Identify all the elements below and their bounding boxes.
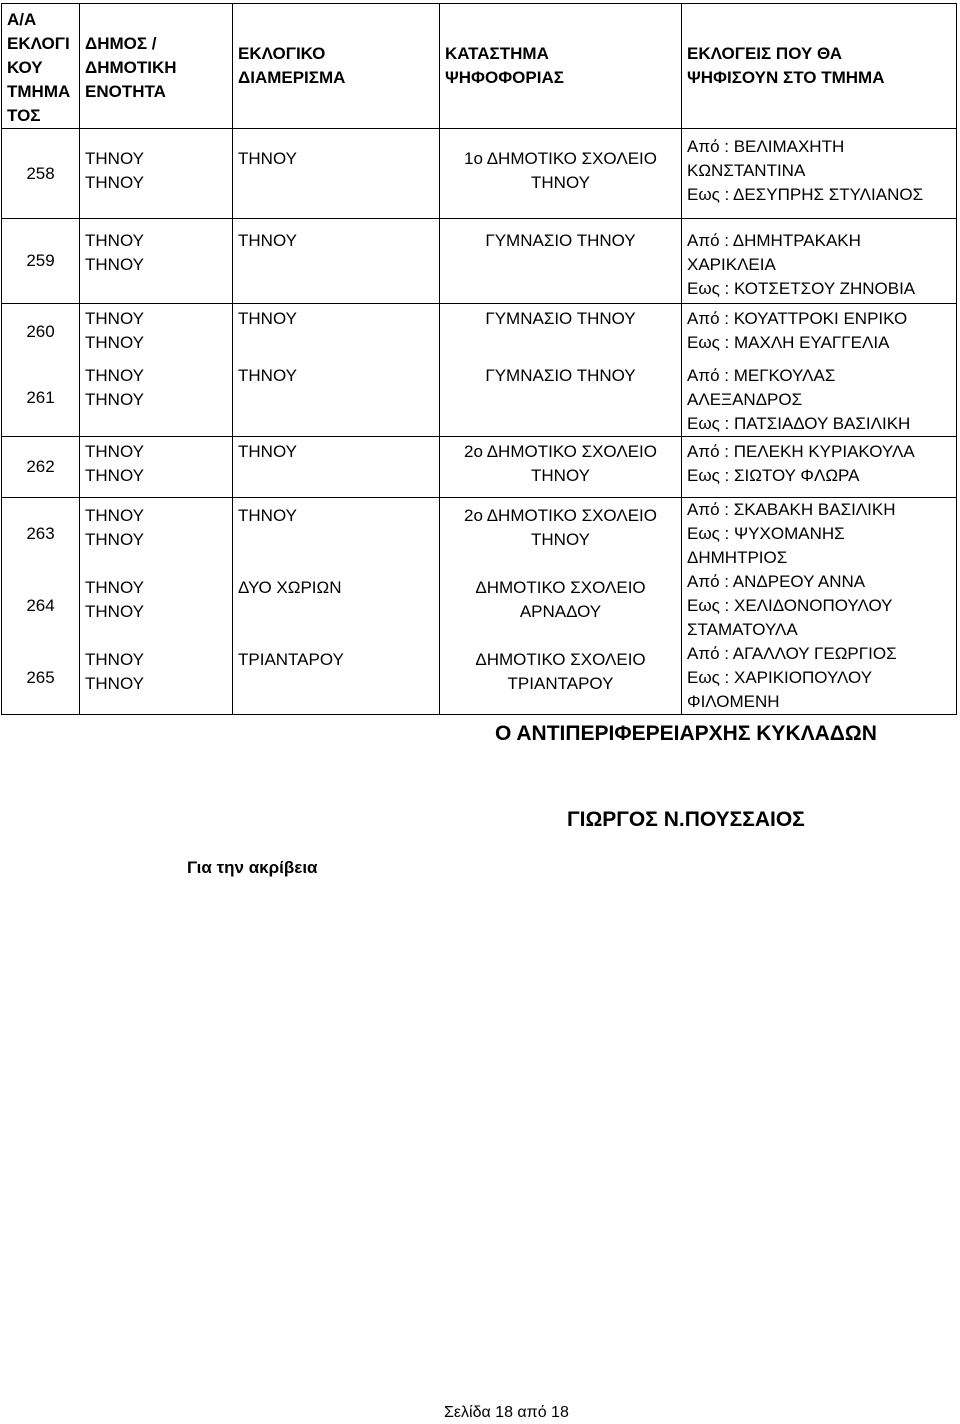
voters-line: ΔΗΜΗΤΡΙΟΣ (687, 547, 788, 567)
dimos-line: ΤΗΝΟΥ (85, 149, 144, 168)
table-row (2, 497, 957, 570)
katastima-line: ΤΗΝΟΥ (531, 529, 590, 549)
voters-cell (682, 304, 957, 361)
voters-line: Εως : ΨΥΧΟΜΑΝΗΣ (687, 523, 845, 543)
voters-line: Από : ΒΕΛΙΜΑΧΗΤΗ (687, 137, 845, 156)
header-voters (682, 4, 957, 129)
katastima-line: ΔΗΜΟΤΙΚΟ ΣΧΟΛΕΙΟ (475, 649, 646, 669)
signature-name: ΓΙΩΡΓΟΣ Ν.ΠΟΥΣΣΑΙΟΣ (567, 808, 805, 831)
table-row (2, 219, 957, 304)
header-katastima-line: ΚΑΤΑΣΤΗΜΑ (445, 44, 549, 63)
voters-line: Από : ΠΕΛΕΚΗ ΚΥΡΙΑΚΟΥΛΑ (687, 441, 915, 461)
voters-cell (682, 129, 957, 219)
voters-line: ΦΙΛΟΜΕΝΗ (687, 691, 780, 711)
dimos-line: ΤΗΝΟΥ (85, 529, 144, 549)
header-diamerisma (233, 4, 440, 129)
header-voters-line: ΕΚΛΟΓΕΙΣ ΠΟΥ ΘΑ (687, 44, 843, 63)
dimos-line: ΤΗΝΟΥ (85, 649, 144, 669)
voters-line: Από : ΔΗΜΗΤΡΑΚΑΚΗ (687, 231, 861, 250)
katastima-line: 1ο ΔΗΜΟΤΙΚΟ ΣΧΟΛΕΙΟ (464, 149, 657, 168)
voters-cell (682, 642, 957, 715)
dimos-line: ΤΗΝΟΥ (85, 333, 144, 352)
header-diamerisma-line: ΔΙΑΜΕΡΙΣΜΑ (238, 68, 346, 87)
voters-line: Από : ΜΕΓΚΟΥΛΑΣ (687, 365, 836, 385)
katastima-cell (440, 497, 682, 570)
dimos-cell (80, 219, 233, 304)
header-dimos-line: ΔΗΜΟΤΙΚΗ (85, 58, 177, 77)
katastima-line: ΑΡΝΑΔΟΥ (519, 601, 602, 621)
katastima-cell (440, 642, 682, 715)
dimos-line: ΤΗΝΟΥ (85, 309, 144, 328)
diamerisma-cell: ΤΗΝΟΥ (233, 361, 440, 437)
table-row (2, 304, 957, 361)
row-number: 262 (2, 436, 80, 497)
dimos-cell (80, 436, 233, 497)
katastima-line: 2ο ΔΗΜΟΤΙΚΟ ΣΧΟΛΕΙΟ (464, 505, 657, 525)
signature-title: Ο ΑΝΤΙΠΕΡΙΦΕΡΕΙΑΡΧΗΣ ΚΥΚΛΑΔΩΝ (495, 722, 877, 745)
header-katastima (440, 4, 682, 129)
katastima-cell (440, 304, 682, 361)
header-voters-line: ΨΗΦΙΣΟΥΝ ΣΤΟ ΤΜΗΜΑ (687, 68, 885, 87)
dimos-line: ΤΗΝΟΥ (85, 173, 144, 192)
katastima-cell (440, 219, 682, 304)
header-dimos-line: ΔΗΜΟΣ / (85, 34, 157, 53)
voters-line: Από : ΑΝΔΡΕΟΥ ΑΝΝΑ (687, 571, 866, 591)
dimos-line: ΤΗΝΟΥ (85, 441, 144, 461)
dimos-line: ΤΗΝΟΥ (85, 601, 144, 621)
voters-line: Από : ΚΟΥΑΤΤΡΟΚΙ ΕΝΡΙΚΟ (687, 309, 908, 328)
dimos-cell (80, 642, 233, 715)
header-dimos-line: ΕΝΟΤΗΤΑ (85, 82, 166, 101)
header-katastima-line: ΨΗΦΟΦΟΡΙΑΣ (445, 68, 564, 87)
katastima-cell (440, 570, 682, 642)
voters-line: ΑΛΕΞΑΝΔΡΟΣ (687, 389, 803, 409)
header-aa (2, 4, 80, 129)
row-number: 261 (2, 361, 80, 437)
voters-line: ΣΤΑΜΑΤΟΥΛΑ (687, 619, 798, 639)
katastima-line: ΓΥΜΝΑΣΙΟ ΤΗΝΟΥ (485, 365, 636, 385)
voters-line: ΧΑΡΙΚΛΕΙΑ (687, 255, 776, 274)
table-row (2, 570, 957, 642)
katastima-cell (440, 436, 682, 497)
table-row (2, 436, 957, 497)
voters-line: Εως : ΧΑΡΙΚΙΟΠΟΥΛΟΥ (687, 667, 873, 687)
header-dimos (80, 4, 233, 129)
header-diamerisma-line: ΕΚΛΟΓΙΚΟ (238, 44, 326, 63)
katastima-line: ΤΗΝΟΥ (531, 465, 590, 485)
voters-cell (682, 361, 957, 437)
table-row (2, 129, 957, 219)
dimos-line: ΤΗΝΟΥ (85, 389, 144, 409)
diamerisma-cell: ΤΡΙΑΝΤΑΡΟΥ (233, 642, 440, 715)
voters-line: Εως : ΜΑΧΛΗ ΕΥΑΓΓΕΛΙΑ (687, 333, 890, 352)
katastima-line: 2ο ΔΗΜΟΤΙΚΟ ΣΧΟΛΕΙΟ (464, 441, 657, 461)
katastima-line: ΤΗΝΟΥ (531, 173, 590, 192)
voters-line: Από : ΑΓΑΛΛΟΥ ΓΕΩΡΓΙΟΣ (687, 643, 897, 663)
katastima-line: ΤΡΙΑΝΤΑΡΟΥ (507, 673, 614, 693)
voters-cell (682, 497, 957, 570)
header-aa-line: ΤΜΗΜΑ (7, 82, 71, 101)
accuracy-note: Για την ακρίβεια (187, 858, 318, 877)
dimos-line: ΤΗΝΟΥ (85, 577, 144, 597)
row-number: 258 (2, 129, 80, 219)
katastima-cell (440, 361, 682, 437)
header-aa-line: ΚΟΥ (7, 58, 43, 77)
dimos-cell (80, 304, 233, 361)
row-number: 264 (2, 570, 80, 642)
header-aa-line: Α/Α (7, 10, 37, 29)
diamerisma-cell: ΤΗΝΟΥ (233, 304, 440, 361)
diamerisma-cell: ΤΗΝΟΥ (233, 497, 440, 570)
katastima-line: ΓΥΜΝΑΣΙΟ ΤΗΝΟΥ (485, 231, 636, 250)
dimos-cell (80, 129, 233, 219)
row-number: 265 (2, 642, 80, 715)
table-row (2, 361, 957, 437)
katastima-line: ΓΥΜΝΑΣΙΟ ΤΗΝΟΥ (485, 309, 636, 328)
header-aa-line: ΕΚΛΟΓΙ (7, 34, 70, 53)
dimos-line: ΤΗΝΟΥ (85, 673, 144, 693)
dimos-line: ΤΗΝΟΥ (85, 365, 144, 385)
dimos-line: ΤΗΝΟΥ (85, 465, 144, 485)
voters-cell (682, 570, 957, 642)
voters-line: Εως : ΧΕΛΙΔΟΝΟΠΟΥΛΟΥ (687, 595, 893, 615)
voters-line: Εως : ΣΙΩΤΟΥ ΦΛΩΡΑ (687, 465, 860, 485)
voters-cell (682, 436, 957, 497)
table-row (2, 642, 957, 715)
dimos-line: ΤΗΝΟΥ (85, 505, 144, 525)
dimos-cell (80, 361, 233, 437)
page-footer: Σελίδα 18 από 18 (444, 1404, 569, 1421)
voters-cell (682, 219, 957, 304)
katastima-line: ΔΗΜΟΤΙΚΟ ΣΧΟΛΕΙΟ (475, 577, 646, 597)
voters-line: Εως : ΔΕΣΥΠΡΗΣ ΣΤΥΛΙΑΝΟΣ (687, 185, 924, 204)
katastima-cell (440, 129, 682, 219)
dimos-line: ΤΗΝΟΥ (85, 231, 144, 250)
diamerisma-cell: ΤΗΝΟΥ (233, 436, 440, 497)
dimos-cell (80, 497, 233, 570)
row-number: 259 (2, 219, 80, 304)
polling-stations-table (1, 3, 957, 715)
dimos-cell (80, 570, 233, 642)
diamerisma-cell: ΤΗΝΟΥ (233, 129, 440, 219)
voters-line: Από : ΣΚΑΒΑΚΗ ΒΑΣΙΛΙΚΗ (687, 499, 896, 519)
voters-line: Εως : ΠΑΤΣΙΑΔΟΥ ΒΑΣΙΛΙΚΗ (687, 413, 911, 433)
header-row (2, 4, 957, 129)
row-number: 260 (2, 304, 80, 361)
row-number: 263 (2, 497, 80, 570)
diamerisma-cell: ΤΗΝΟΥ (233, 219, 440, 304)
voters-line: ΚΩΝΣΤΑΝΤΙΝΑ (687, 161, 806, 180)
voters-line: Εως : ΚΟΤΣΕΤΣΟΥ ΖΗΝΟΒΙΑ (687, 279, 916, 298)
dimos-line: ΤΗΝΟΥ (85, 255, 144, 274)
header-aa-line: ΤΟΣ (7, 106, 41, 125)
diamerisma-cell: ΔΥΟ ΧΩΡΙΩΝ (233, 570, 440, 642)
